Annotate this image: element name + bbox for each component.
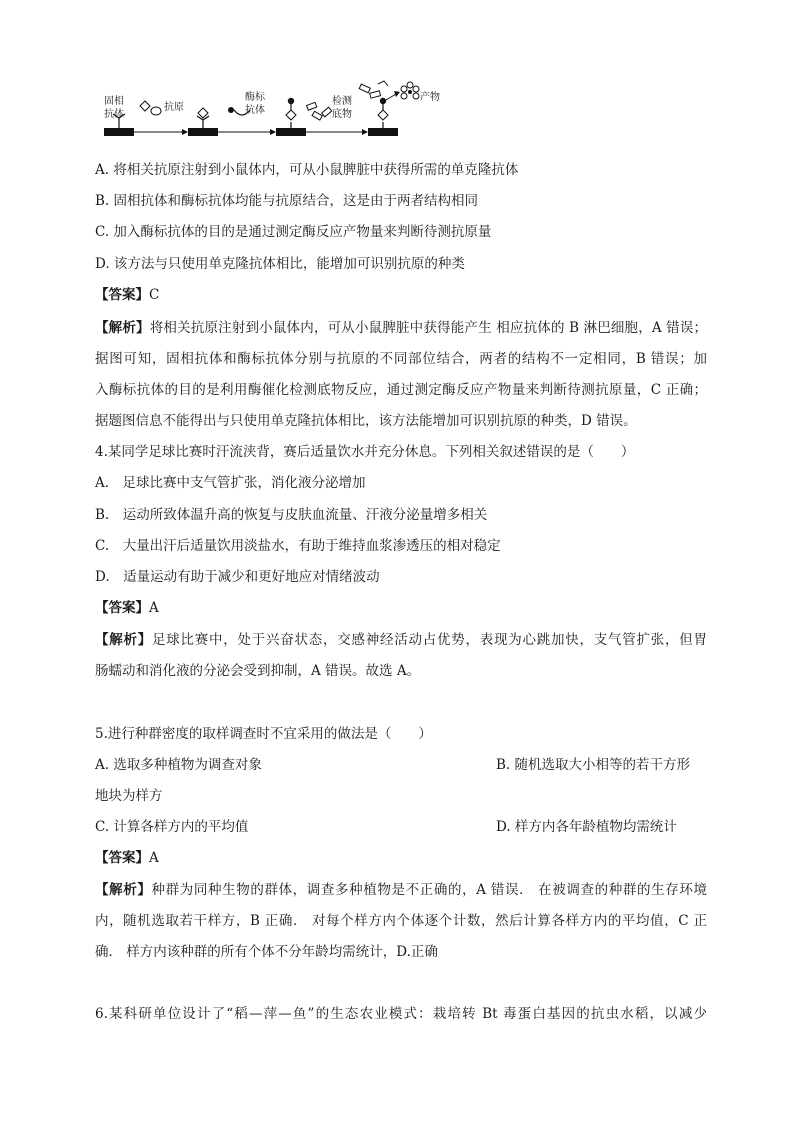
figure-label-product: 产物 (420, 92, 440, 103)
q4-analysis-line-2: 肠蠕动和消化液的分泌会受到抑制，A 错误。故选 A。 (95, 663, 421, 679)
elisa-diagram (100, 80, 460, 142)
reaction-line (386, 94, 396, 100)
q3-answer-label: 【答案】 (95, 287, 149, 303)
figure-label-antigen: 抗原 (164, 102, 184, 113)
arrow-head-3 (362, 129, 368, 135)
q4-answer (95, 598, 159, 618)
q5-analysis-text-1: 种群为同种生物的群体，调查多种植物是不正确的，A 错误． 在被调查的种群的生存环境 (151, 882, 707, 898)
product-petal-3 (413, 86, 419, 92)
arrow-head-1 (182, 129, 188, 135)
q4-stem: 4.某同学足球比赛时汗流浃背，赛后适量饮水并充分休息。下列相关叙述错误的是（ ） (95, 444, 635, 460)
antigen-shape-2 (151, 107, 161, 115)
bound-antigen-3 (286, 110, 296, 120)
substrate-rect-1 (307, 102, 317, 110)
product-petal-1 (401, 86, 407, 92)
solid-phase-bar-1 (104, 128, 134, 136)
reaction-arrow (394, 91, 400, 97)
q4-answer-label: 【答案】 (95, 600, 149, 616)
q4-analysis-line-1 (95, 630, 707, 650)
bound-antigen-4 (378, 110, 388, 120)
q5-answer (95, 848, 159, 868)
q3-analysis-label: 【解析】 (95, 320, 150, 336)
q4-option-a: A. 足球比赛中支气管扩张，消化液分泌增加 (95, 475, 366, 491)
enzyme-dot-4 (380, 98, 386, 104)
arrow-head-2 (270, 129, 276, 135)
product-petal-4 (401, 93, 407, 99)
q3-option-c: C. 加入酶标抗体的目的是通过测定酶反应产物量来判断待测抗原量 (95, 224, 492, 240)
figure-label-jc: 检测 (332, 96, 352, 107)
product-center (408, 90, 412, 94)
figure-label-kang: 抗体 (104, 109, 124, 120)
q3-analysis-line-1 (95, 318, 707, 338)
q3-analysis-text-1: 将相关抗原注射到小鼠体内，可从小鼠脾脏中获得能产生 相应抗体的 B 淋巴细胞，A 错误； (149, 320, 707, 336)
q6-stem: 6.某科研单位设计了“稻—萍—鱼”的生态农业模式：栽培转 Bt 毒蛋白基因的抗虫水稻，以减少 (95, 1006, 707, 1022)
q4-option-b: B. 运动所致体温升高的恢复与皮肤血流量、汗液分泌量增多相关 (95, 507, 488, 523)
solid-phase-bar-2 (188, 128, 218, 136)
q4-option-c: C. 大量出汗后适量饮用淡盐水，有助于维持血浆渗透压的相对稳定 (95, 538, 501, 554)
q4-answer-value: A (149, 600, 159, 616)
substrate-rect-2 (312, 111, 322, 120)
q5-option-c: C. 计算各样方内的平均值 (95, 819, 249, 835)
substrate-top-2 (370, 91, 381, 98)
substrate-top-1 (359, 84, 370, 93)
product-petal-2 (407, 82, 413, 88)
q3-option-a: A. 将相关抗原注射到小鼠体内，可从小鼠脾脏中获得所需的单克隆抗体 (95, 162, 519, 178)
q5-analysis-line-1 (95, 880, 707, 900)
q5-option-a: A. 选取多种植物为调查对象 (95, 757, 262, 773)
q4-analysis-text-1: 足球比赛中，处于兴奋状态，交感神经活动占优势，表现为心跳加快，支气管扩张，但胃 (152, 632, 707, 648)
substrate-top-3 (378, 81, 388, 86)
q5-option-b-continued: 地块为样方 (95, 788, 163, 804)
antigen-shape-1 (140, 101, 150, 111)
q3-option-d: D. 该方法与只使用单克隆抗体相比，能增加可识别抗原的种类 (95, 256, 465, 272)
substrate-rect-3 (322, 107, 332, 117)
q3-analysis-line-2: 据图可知，固相抗体和酶标抗体分别与抗原的不同部位结合，两者的结构不一定相同，B 错误；加 (95, 351, 707, 367)
q5-analysis-label: 【解析】 (95, 882, 152, 898)
q5-analysis-line-2: 内，随机选取若干样方，B 正确． 对每个样方内个体逐个计数，然后计算各样方内的平均值，C 正 (95, 913, 707, 929)
figure-label-gu: 固相 (104, 96, 124, 107)
q5-answer-label: 【答案】 (95, 850, 149, 866)
q3-answer (95, 285, 159, 305)
q5-analysis-line-3: 确． 样方内该种群的所有个体不分年龄均需统计，D.正确 (95, 944, 438, 960)
q3-analysis-line-3: 入酶标抗体的目的是利用酶催化检测底物反应，通过测定酶反应产物量来判断待测抗原量，C 正确； (95, 382, 707, 398)
q5-stem: 5.进行种群密度的取样调查时不宜采用的做法是（ ） (95, 726, 432, 742)
enzyme-dot (228, 107, 234, 113)
figure-label-mei: 酶标 (245, 92, 265, 103)
q3-analysis-line-4: 据题图信息不能得出与只使用单克隆抗体相比，该方法能增加可识别抗原的种类，D 错误。 (95, 413, 637, 429)
figure-label-dw: 底物 (332, 109, 352, 120)
figure-label-mei2: 抗体 (245, 105, 265, 116)
q5-option-d: D. 样方内各年龄植物均需统计 (496, 819, 677, 835)
q5-answer-value: A (149, 850, 159, 866)
q3-answer-value: C (149, 287, 160, 303)
bound-antigen-2 (198, 108, 208, 118)
q5-option-b: B. 随机选取大小相等的若干方形 (496, 757, 691, 773)
product-petal-5 (413, 93, 419, 99)
solid-phase-bar-4 (368, 128, 398, 136)
q3-option-b: B. 固相抗体和酶标抗体均能与抗原结合，这是由于两者结构相同 (95, 193, 479, 209)
q4-option-d: D. 适量运动有助于减少和更好地应对情绪波动 (95, 569, 380, 585)
q4-analysis-label: 【解析】 (95, 632, 152, 648)
solid-phase-bar-3 (276, 128, 306, 136)
enzyme-dot-3 (288, 98, 294, 104)
